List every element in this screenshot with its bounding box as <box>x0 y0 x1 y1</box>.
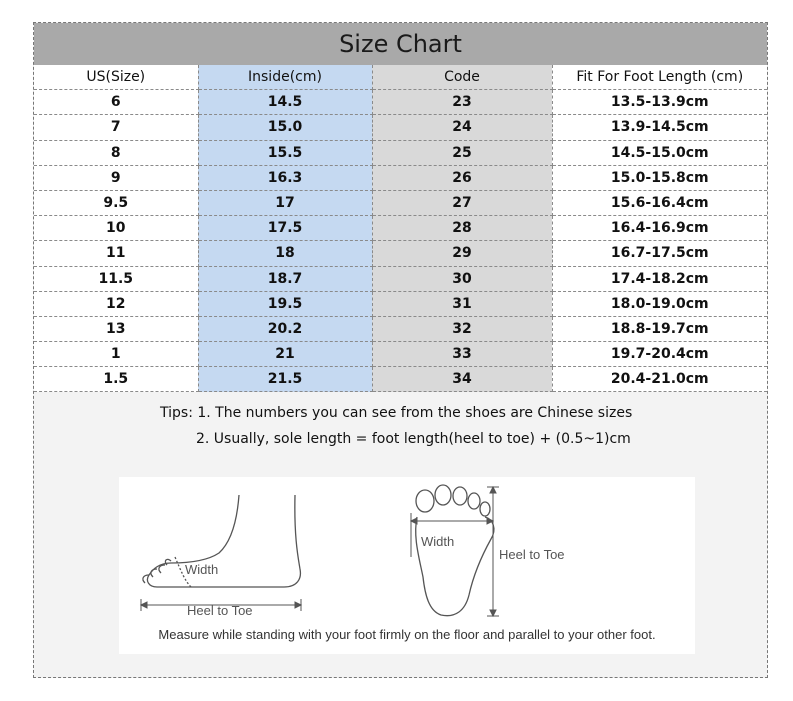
top-length-label: Heel to Toe <box>499 547 565 562</box>
foot-length-cell: 19.7-20.4cm <box>552 342 767 367</box>
foot-length-cell: 15.0-15.8cm <box>552 165 767 190</box>
inside-cm-cell: 19.5 <box>198 291 372 316</box>
inside-cm-cell: 14.5 <box>198 90 372 115</box>
code-cell: 23 <box>372 90 552 115</box>
us-size-cell: 6 <box>34 90 198 115</box>
top-foot-icon <box>416 485 494 616</box>
side-foot-icon <box>143 495 301 587</box>
tip-line-1: Tips: 1. The numbers you can see from the shoes are Chinese sizes <box>160 405 633 421</box>
us-size-cell: 7 <box>34 115 198 140</box>
inside-cm-cell: 21.5 <box>198 367 372 392</box>
table-row <box>34 216 767 241</box>
code-cell: 33 <box>372 342 552 367</box>
foot-length-cell: 18.0-19.0cm <box>552 291 767 316</box>
inside-cm-cell: 17.5 <box>198 216 372 241</box>
foot-length-cell: 13.9-14.5cm <box>552 115 767 140</box>
code-cell: 29 <box>372 241 552 266</box>
inside-cm-cell: 17 <box>198 190 372 215</box>
inside-cm-cell: 15.0 <box>198 115 372 140</box>
table-row <box>34 291 767 316</box>
code-cell: 27 <box>372 190 552 215</box>
table-row <box>34 115 767 140</box>
foot-length-cell: 16.4-16.9cm <box>552 216 767 241</box>
us-size-cell: 1 <box>34 342 198 367</box>
us-size-cell: 10 <box>34 216 198 241</box>
tip-line-2: 2. Usually, sole length = foot length(heel to toe) + (0.5~1)cm <box>196 431 631 447</box>
measure-diagram <box>119 477 695 654</box>
header-code: Code <box>372 65 552 90</box>
inside-cm-cell: 18 <box>198 241 372 266</box>
size-chart-panel <box>33 22 768 678</box>
us-size-cell: 12 <box>34 291 198 316</box>
us-size-cell: 9 <box>34 165 198 190</box>
foot-length-cell: 18.8-19.7cm <box>552 316 767 341</box>
table-row <box>34 190 767 215</box>
inside-cm-cell: 21 <box>198 342 372 367</box>
us-size-cell: 9.5 <box>34 190 198 215</box>
inside-cm-cell: 16.3 <box>198 165 372 190</box>
inside-cm-cell: 15.5 <box>198 140 372 165</box>
side-length-label: Heel to Toe <box>187 603 253 618</box>
header-foot-length: Fit For Foot Length (cm) <box>552 65 767 90</box>
inside-cm-cell: 20.2 <box>198 316 372 341</box>
code-cell: 28 <box>372 216 552 241</box>
code-cell: 24 <box>372 115 552 140</box>
us-size-cell: 1.5 <box>34 367 198 392</box>
us-size-cell: 13 <box>34 316 198 341</box>
table-header-row <box>34 65 767 90</box>
foot-length-cell: 13.5-13.9cm <box>552 90 767 115</box>
table-row <box>34 367 767 392</box>
top-length-arrow <box>487 487 499 616</box>
chart-title: Size Chart <box>34 23 767 66</box>
table-row <box>34 140 767 165</box>
table-row <box>34 241 767 266</box>
table-row <box>34 90 767 115</box>
measure-caption: Measure while standing with your foot firmly on the floor and parallel to your other foot. <box>158 627 656 642</box>
foot-length-cell: 16.7-17.5cm <box>552 241 767 266</box>
foot-length-cell: 14.5-15.0cm <box>552 140 767 165</box>
code-cell: 34 <box>372 367 552 392</box>
foot-length-cell: 20.4-21.0cm <box>552 367 767 392</box>
us-size-cell: 8 <box>34 140 198 165</box>
us-size-cell: 11.5 <box>34 266 198 291</box>
foot-length-cell: 17.4-18.2cm <box>552 266 767 291</box>
header-inside-cm: Inside(cm) <box>198 65 372 90</box>
table-row <box>34 165 767 190</box>
size-table <box>34 65 767 392</box>
code-cell: 31 <box>372 291 552 316</box>
side-width-label: Width <box>185 562 219 577</box>
code-cell: 25 <box>372 140 552 165</box>
code-cell: 32 <box>372 316 552 341</box>
top-width-label: Width <box>421 534 455 549</box>
code-cell: 26 <box>372 165 552 190</box>
table-row <box>34 316 767 341</box>
us-size-cell: 11 <box>34 241 198 266</box>
inside-cm-cell: 18.7 <box>198 266 372 291</box>
header-us-size: US(Size) <box>34 65 198 90</box>
code-cell: 30 <box>372 266 552 291</box>
table-row <box>34 342 767 367</box>
foot-length-cell: 15.6-16.4cm <box>552 190 767 215</box>
table-row <box>34 266 767 291</box>
